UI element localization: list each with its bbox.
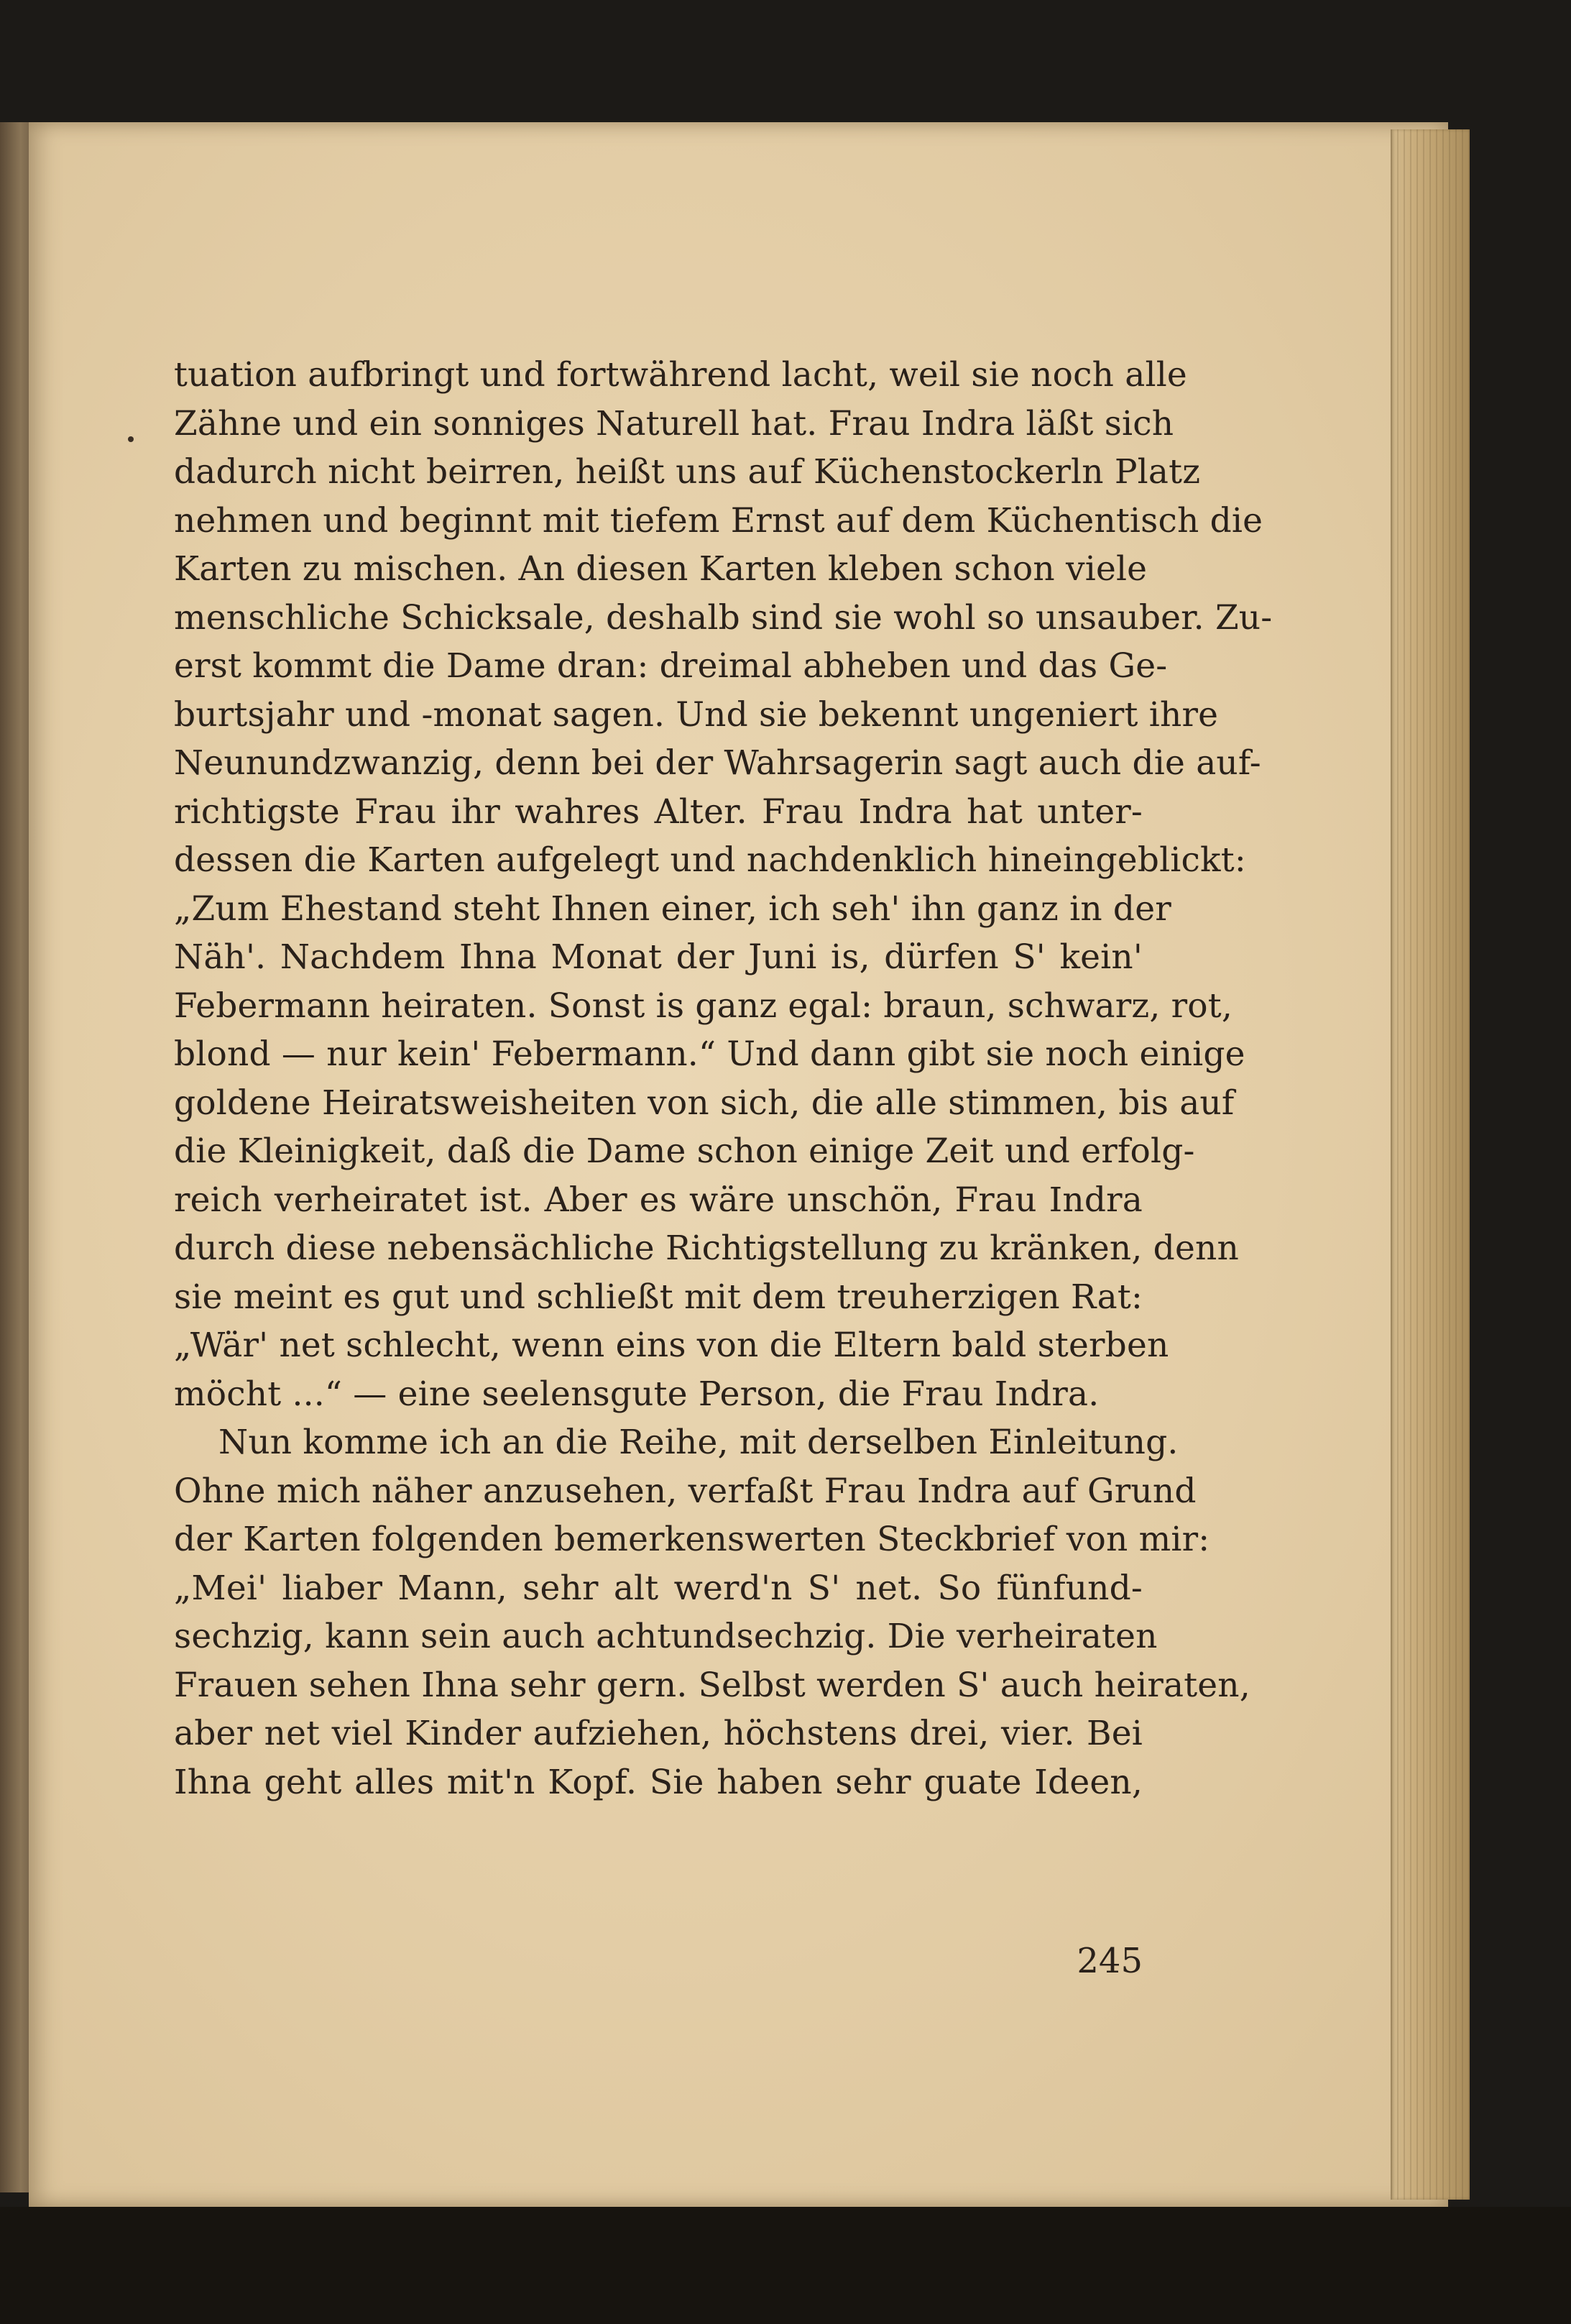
text-line: menschliche Schicksale, deshalb sind sie wohl so unsauber. Zu-: [174, 597, 1273, 638]
paragraph-2: [174, 1418, 1250, 1806]
page-number: 245: [1077, 1941, 1143, 1981]
text-line: dadurch nicht beirren, heißt uns auf Küchenstockerln Platz: [174, 452, 1201, 492]
text-line: dessen die Karten aufgelegt und nachdenklich hineingeblickt:: [174, 840, 1246, 880]
text-line: Nun komme ich an die Reihe, mit derselben Einleitung.: [218, 1423, 1179, 1462]
text-line: der Karten folgenden bemerkenswerten Steckbrief von mir:: [174, 1520, 1210, 1559]
paragraph-1: [174, 351, 1273, 1418]
text-line: tuation aufbringt und fortwährend lacht, weil sie noch alle: [174, 355, 1187, 395]
margin-mark: [128, 436, 134, 442]
text-line: sechzig, kann sein auch achtundsechzig. Die verheiraten: [174, 1617, 1158, 1656]
text-line: blond — nur kein' Febermann.“ Und dann gibt sie noch einige: [174, 1034, 1245, 1074]
page-stack-lines: [1391, 129, 1470, 2200]
text-line: „Zum Ehestand steht Ihnen einer, ich seh' ihn ganz in der: [174, 888, 1171, 929]
background-surface: [0, 2207, 1571, 2324]
text-line: „Mei' liaber Mann, sehr alt werd'n S' net. So fünfund-: [174, 1568, 1143, 1608]
text-line: Zähne und ein sonniges Naturell hat. Frau Indra läßt sich: [174, 403, 1174, 444]
text-line: möcht ...“ — eine seelensgute Person, die Frau Indra.: [174, 1374, 1100, 1414]
text-line: Frauen sehen Ihna sehr gern. Selbst werden S' auch heiraten,: [174, 1665, 1250, 1705]
text-line: aber net viel Kinder aufziehen, höchstens drei, vier. Bei: [174, 1714, 1143, 1753]
text-line: Febermann heiraten. Sonst is ganz egal: braun, schwarz, rot,: [174, 986, 1233, 1026]
text-line: die Kleinigkeit, daß die Dame schon einige Zeit und erfolg-: [174, 1131, 1195, 1171]
text-line: goldene Heiratsweisheiten von sich, die alle stimmen, bis auf: [174, 1083, 1235, 1123]
text-line: durch diese nebensächliche Richtigstellung zu kränken, denn: [174, 1228, 1239, 1268]
text-line: Ohne mich näher anzusehen, verfaßt Frau Indra auf Grund: [174, 1471, 1197, 1511]
text-line: reich verheiratet ist. Aber es wäre unschön, Frau Indra: [174, 1180, 1143, 1220]
text-line: Näh'. Nachdem Ihna Monat der Juni is, dürfen S' kein': [174, 937, 1143, 977]
text-line: sie meint es gut und schließt mit dem treuherzigen Rat:: [174, 1277, 1143, 1317]
text-line: „Wär' net schlecht, wenn eins von die Eltern bald sterben: [174, 1326, 1169, 1365]
text-line: burtsjahr und -monat sagen. Und sie bekennt ungeniert ihre: [174, 694, 1219, 735]
body-text: [174, 351, 1273, 1806]
text-line: richtigste Frau ihr wahres Alter. Frau Indra hat unter-: [174, 791, 1143, 832]
text-line: erst kommt die Dame dran: dreimal abheben und das Ge-: [174, 646, 1168, 686]
text-line: Ihna geht alles mit'n Kopf. Sie haben sehr guate Ideen,: [174, 1762, 1143, 1802]
text-line: Neunundzwanzig, denn bei der Wahrsagerin sagt auch die auf-: [174, 743, 1261, 783]
text-line: Karten zu mischen. An diesen Karten kleben schon viele: [174, 549, 1148, 589]
text-line: nehmen und beginnt mit tiefem Ernst auf dem Küchentisch die: [174, 500, 1263, 541]
